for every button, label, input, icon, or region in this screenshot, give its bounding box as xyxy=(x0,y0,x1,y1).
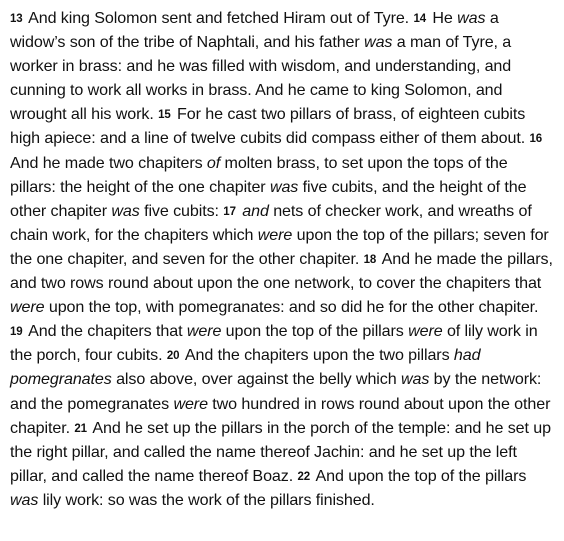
italic-word: was xyxy=(10,490,39,509)
italic-word: had pomegranates xyxy=(10,346,481,389)
verse-13 xyxy=(10,9,413,27)
verse-text: upon the top, with pomegranates: and so did he for the other chapiter. xyxy=(44,298,539,317)
verse-number: 22 xyxy=(297,470,311,483)
verse-text: upon the top of the pillars; seven for the one chapiter, and seven for the other chapiter. xyxy=(10,225,549,268)
verse-text: a man of Tyre, a worker in brass: and he was filled with wisdom, and understanding, and cunning to work all works in brass. And he came to king Solomon, and wrought all his work. xyxy=(10,33,512,124)
verse-number: 16 xyxy=(529,133,543,146)
verse-number: 17 xyxy=(223,205,236,218)
verse-text: And the chapiters upon the two pillars xyxy=(184,346,454,365)
verse-text: And he set up the pillars in the porch of the temple: and he set up the right pillar, and called the name thereof Jachin: and he set up the left pillar, and called the name thereof Boaz. xyxy=(10,418,551,485)
verse-text: two hundred in rows round about upon the other chapiter. xyxy=(10,394,551,437)
verse-text: He xyxy=(432,9,458,27)
verse-number: 19 xyxy=(10,326,23,339)
italic-word: was xyxy=(269,177,299,196)
verse-text: by the network: and the pomegranates xyxy=(10,370,542,413)
verse-number: 20 xyxy=(166,350,180,363)
italic-word: were xyxy=(257,225,293,244)
italic-word: was xyxy=(364,33,393,52)
verse-text: lily work: so was the work of the pillars finished. xyxy=(38,490,375,509)
verse-text: of lily work in the porch, four cubits. xyxy=(10,322,538,365)
verse-number: 13 xyxy=(10,13,23,25)
verse-text: And upon the top of the pillars xyxy=(315,466,527,485)
verse-text: nets of checker work, and wreaths of chain work, for the chapiters which xyxy=(10,201,532,244)
verse-text: For he cast two pillars of brass, of eighteen cubits high apiece: and a line of twelve cubits did compass either of them about. xyxy=(10,105,526,148)
italic-word: and xyxy=(242,201,269,220)
verse-number: 21 xyxy=(74,422,87,435)
italic-word: were xyxy=(173,394,208,413)
verse-text: five cubits: xyxy=(139,201,219,220)
italic-word: was xyxy=(400,370,430,389)
verse-text: upon the top of the pillars xyxy=(221,322,409,341)
italic-word: were xyxy=(408,322,443,341)
italic-word: was xyxy=(111,201,140,220)
verse-text: a widow’s son of the tribe of Naphtali, and his father xyxy=(10,9,499,52)
verse-text: And he made two chapiters xyxy=(10,153,207,172)
verse-text: molten brass, to set upon the tops of the pillars: the height of the one chapiter xyxy=(10,153,508,196)
italic-word: were xyxy=(10,298,45,317)
verse-number: 18 xyxy=(363,253,377,266)
verse-number: 14 xyxy=(413,13,427,25)
italic-word: of xyxy=(206,153,221,172)
verse-text: And king Solomon sent and fetched Hiram out of Tyre. xyxy=(28,9,410,27)
verse-number: 15 xyxy=(158,109,171,122)
verse-text: also above, over against the belly which xyxy=(111,370,401,389)
italic-word: was xyxy=(457,9,486,27)
italic-word: were xyxy=(186,322,222,341)
verse-text: five cubits, and the height of the other chapiter xyxy=(10,177,527,220)
verse-text: And the chapiters that xyxy=(28,322,187,341)
verse-text: And he made the pillars, and two rows round about upon the one network, to cover the chapiters that xyxy=(10,249,553,293)
